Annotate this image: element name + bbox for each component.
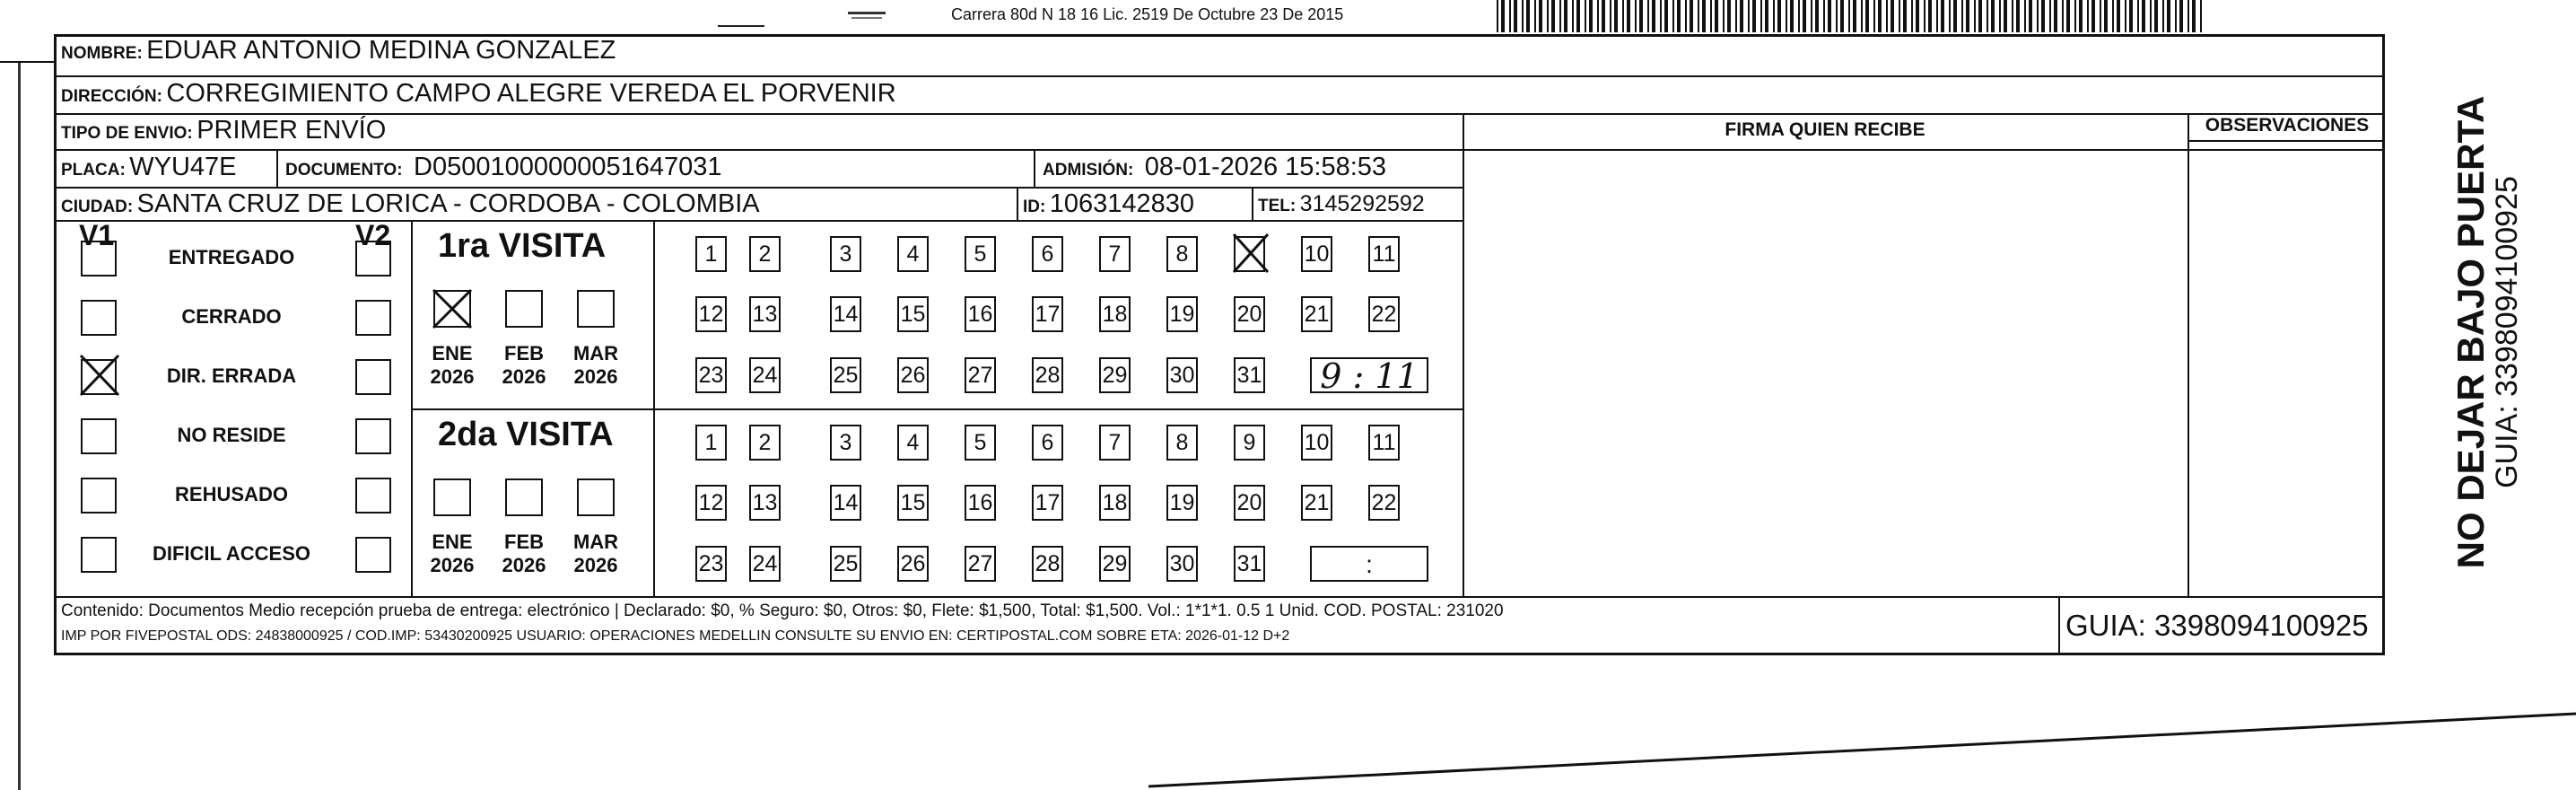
day-box[interactable]: 14 <box>830 485 861 521</box>
barcode-bar <box>1710 0 1712 32</box>
v2-header: V2 <box>355 219 391 251</box>
day-box[interactable]: 9 <box>1234 425 1265 461</box>
barcode-bar <box>2062 0 2064 32</box>
barcode-bar <box>1576 0 1580 32</box>
barcode-bar <box>1773 0 1775 32</box>
barcode-bar <box>1823 0 1825 32</box>
day-box[interactable]: 30 <box>1166 546 1198 582</box>
month-year: 2026 <box>573 554 618 576</box>
barcode-bar <box>1522 0 1524 32</box>
shipment-type: PRIMER ENVÍO <box>196 116 387 145</box>
barcode-bar <box>2129 0 2133 32</box>
barcode-bar <box>1861 0 1863 32</box>
barcode-bar <box>1559 0 1561 32</box>
day-box[interactable]: 16 <box>965 296 996 332</box>
day-box[interactable]: 17 <box>1032 296 1063 332</box>
barcode-bar <box>1936 0 1938 32</box>
barcode-bar <box>1534 0 1536 32</box>
month-checkbox[interactable] <box>433 478 471 516</box>
visit-title: 1ra VISITA <box>438 227 607 265</box>
barcode-bar <box>2041 0 2045 32</box>
month-name: MAR <box>572 342 619 364</box>
day-box[interactable]: 13 <box>749 485 781 521</box>
ciudad-field: CIUDAD: SANTA CRUZ DE LORICA - CORDOBA - COLOMBIA <box>61 189 760 218</box>
day-box[interactable]: 29 <box>1099 357 1131 393</box>
barcode-bar <box>1961 0 1963 32</box>
day-box[interactable]: 6 <box>1032 236 1063 272</box>
day-box[interactable]: 11 <box>1368 236 1400 272</box>
day-box[interactable]: 24 <box>749 357 781 393</box>
barcode-bar <box>1886 0 1888 32</box>
day-box[interactable]: 18 <box>1099 296 1131 332</box>
barcode-bar <box>1974 0 1976 32</box>
status-v2-checkbox[interactable] <box>355 537 391 573</box>
barcode-bar <box>2074 0 2076 32</box>
day-box[interactable]: 16 <box>965 485 996 521</box>
day-box[interactable]: 22 <box>1368 296 1400 332</box>
visit-time-box[interactable]: : <box>1310 546 1428 582</box>
barcode-bar <box>1589 0 1593 32</box>
v1-header: V1 <box>79 219 115 251</box>
barcode-bar <box>1702 0 1706 32</box>
day-box[interactable]: 24 <box>749 546 781 582</box>
tel-value: 3145292592 <box>1299 191 1425 216</box>
day-box[interactable]: 5 <box>965 236 996 272</box>
barcode-bar <box>1614 0 1618 32</box>
barcode-bar <box>1610 0 1611 32</box>
visit-title: 2da VISITA <box>438 416 614 453</box>
month-year: 2026 <box>573 365 618 388</box>
barcode-bar <box>1526 0 1530 32</box>
barcode-bar <box>1916 0 1919 32</box>
barcode-bar <box>1698 0 1699 32</box>
barcode-bar <box>1672 0 1674 32</box>
barcode-bar <box>1760 0 1762 32</box>
barcode-bar <box>1803 0 1806 32</box>
barcode-bar <box>1953 0 1957 32</box>
direccion-label: DIRECCIÓN: <box>61 87 162 106</box>
documento-value: D05001000000051647031 <box>414 153 722 181</box>
barcode-bar <box>1999 0 2001 32</box>
day-box[interactable]: 7 <box>1099 425 1131 461</box>
day-box[interactable]: 12 <box>695 296 727 332</box>
barcode-bar <box>2037 0 2039 32</box>
barcode-bar <box>1597 0 1599 32</box>
month-year: 2026 <box>502 554 546 576</box>
barcode-bar <box>1635 0 1637 32</box>
day-box[interactable]: 31 <box>1234 546 1265 582</box>
month-name: MAR <box>572 531 619 553</box>
day-box[interactable]: 10 <box>1301 236 1332 272</box>
barcode-bar <box>1853 0 1856 32</box>
day-box[interactable]: 22 <box>1368 485 1400 521</box>
barcode-bar <box>2117 0 2120 32</box>
month-year: 2026 <box>430 554 475 576</box>
barcode-bar <box>1622 0 1624 32</box>
day-box[interactable]: 25 <box>830 546 861 582</box>
imp-line: IMP POR FIVEPOSTAL ODS: 24838000925 / COD.IMP: 53430200925 USUARIO: OPERACIONES MEDELLIN CONSULTE SU ENVIO EN: CERTIPOSTAL.COM SOBRE ETA: 2026-01-12 D+2 <box>61 628 1290 644</box>
day-box[interactable]: 7 <box>1099 236 1131 272</box>
nombre-label: NOMBRE: <box>61 44 143 63</box>
day-box[interactable]: 6 <box>1032 425 1063 461</box>
day-cross-mark <box>1232 233 1270 274</box>
status-v1-checkbox[interactable] <box>81 418 117 454</box>
barcode-bar <box>2167 0 2170 32</box>
barcode-bar <box>2049 0 2051 32</box>
barcode-bar <box>2150 0 2152 32</box>
status-v2-checkbox[interactable] <box>355 241 391 276</box>
barcode-bar <box>1752 0 1756 32</box>
barcode-bar <box>1924 0 1925 32</box>
status-label: ENTREGADO <box>168 246 295 268</box>
barcode-bar <box>1836 0 1838 32</box>
barcode-bar <box>1664 0 1668 32</box>
status-v1-checkbox[interactable] <box>81 300 117 336</box>
barcode-bar <box>1777 0 1781 32</box>
status-v1-cross-mark <box>79 354 120 397</box>
barcode-bar <box>2079 0 2083 32</box>
barcode-bar <box>2179 0 2183 32</box>
side-guia-number: GUIA: 3398094100925 <box>2490 176 2524 488</box>
barcode-bar <box>2016 0 2020 32</box>
day-box[interactable]: 18 <box>1099 485 1131 521</box>
day-box[interactable]: 19 <box>1166 485 1198 521</box>
barcode-bar <box>2142 0 2145 32</box>
documento-field: DOCUMENTO: D05001000000051647031 <box>285 153 722 181</box>
month-cross-mark <box>432 288 473 329</box>
barcode-bar <box>1815 0 1819 32</box>
barcode-bar <box>1497 0 1498 32</box>
shipment-type-row <box>61 116 386 145</box>
month-name: ENE <box>432 531 473 553</box>
status-label: NO RESIDE <box>177 424 286 446</box>
top-logo-mark <box>848 9 886 22</box>
day-box[interactable]: 26 <box>897 357 929 393</box>
month-checkbox[interactable] <box>505 290 543 328</box>
day-box[interactable]: 8 <box>1166 425 1198 461</box>
day-box[interactable]: 14 <box>830 296 861 332</box>
barcode-bar <box>1685 0 1687 32</box>
barcode-bar <box>1514 0 1517 32</box>
barcode-bar <box>1828 0 1831 32</box>
barcode-bar <box>1865 0 1869 32</box>
day-box[interactable]: 26 <box>897 546 929 582</box>
id-value: 1063142830 <box>1049 189 1195 218</box>
barcode-bar <box>2154 0 2158 32</box>
day-box[interactable]: 17 <box>1032 485 1063 521</box>
barcode-bar <box>1811 0 1812 32</box>
barcode-bar <box>1572 0 1574 32</box>
day-box[interactable]: 8 <box>1166 236 1198 272</box>
day-box[interactable]: 23 <box>695 546 727 582</box>
barcode-bar <box>1899 0 1900 32</box>
day-box[interactable]: 2 <box>749 425 781 461</box>
recipient-address: CORREGIMIENTO CAMPO ALEGRE VEREDA EL PORVENIR <box>166 79 896 108</box>
month-name: ENE <box>432 342 473 364</box>
day-box[interactable]: 29 <box>1099 546 1131 582</box>
barcode-bar <box>1873 0 1875 32</box>
id-field: ID: 1063142830 <box>1023 189 1195 218</box>
no-dejar-bajo-puerta-label: NO DEJAR BAJO PUERTA <box>2449 95 2492 569</box>
barcode-bar <box>1735 0 1737 32</box>
barcode-bar <box>2187 0 2189 32</box>
barcode-bar <box>1748 0 1750 32</box>
status-v1-checkbox[interactable] <box>81 537 117 573</box>
day-box[interactable]: 11 <box>1368 425 1400 461</box>
top-dash <box>718 25 764 27</box>
month-checkbox[interactable] <box>505 478 543 516</box>
barcode-bar <box>1941 0 1944 32</box>
status-v1-checkbox[interactable] <box>81 478 117 514</box>
month-checkbox[interactable] <box>577 478 615 516</box>
barcode-bar <box>1878 0 1882 32</box>
month-year: 2026 <box>502 365 546 388</box>
day-box[interactable]: 19 <box>1166 296 1198 332</box>
day-box[interactable]: 21 <box>1301 296 1332 332</box>
barcode-bar <box>1978 0 1982 32</box>
barcode-bar <box>2100 0 2101 32</box>
barcode-bar <box>2192 0 2196 32</box>
barcode-bar <box>1585 0 1586 32</box>
barcode-bar <box>1891 0 1894 32</box>
barcode-bar <box>1928 0 1932 32</box>
status-v2-checkbox[interactable] <box>355 300 391 336</box>
barcode-bar <box>2137 0 2139 32</box>
tel-field: TEL: 3145292592 <box>1258 191 1425 216</box>
admision-value: 08-01-2026 15:58:53 <box>1144 153 1387 181</box>
barcode-bar <box>1903 0 1907 32</box>
status-v1-checkbox[interactable] <box>81 241 117 276</box>
barcode-bar <box>1740 0 1743 32</box>
barcode-bar <box>1715 0 1718 32</box>
status-label: REHUSADO <box>175 483 288 505</box>
barcode-bar <box>1987 0 1988 32</box>
barcode-bar <box>1564 0 1567 32</box>
day-box[interactable]: 20 <box>1234 485 1265 521</box>
day-box[interactable]: 27 <box>965 546 996 582</box>
tipo-envio-label: TIPO DE ENVIO: <box>61 124 193 143</box>
status-v2-checkbox[interactable] <box>355 478 391 514</box>
recipient-name-row <box>61 36 616 75</box>
day-box[interactable]: 13 <box>749 296 781 332</box>
barcode-bar <box>1723 0 1725 32</box>
admision-field: ADMISIÓN: 08-01-2026 15:58:53 <box>1043 153 1387 181</box>
visit-time-box[interactable]: 9 : 11 <box>1310 357 1428 393</box>
barcode-bar <box>1690 0 1693 32</box>
day-box[interactable]: 31 <box>1234 357 1265 393</box>
day-box[interactable]: 1 <box>695 236 727 272</box>
barcode-bar <box>1627 0 1630 32</box>
barcode-bar <box>2087 0 2089 32</box>
day-box[interactable]: 28 <box>1032 546 1063 582</box>
barcode-bar <box>1539 0 1542 32</box>
status-label: CERRADO <box>181 305 282 328</box>
barcode-bar <box>2004 0 2007 32</box>
month-name: FEB <box>504 342 544 364</box>
scan-edge-line <box>18 63 21 790</box>
day-box[interactable]: 28 <box>1032 357 1063 393</box>
day-box[interactable]: 1 <box>695 425 727 461</box>
observaciones-header: OBSERVACIONES <box>2205 115 2370 136</box>
barcode-bar <box>2175 0 2177 32</box>
barcode-bar <box>1991 0 1995 32</box>
barcode-bar <box>1647 0 1649 32</box>
barcode-bar <box>1848 0 1850 32</box>
day-box[interactable]: 15 <box>897 485 929 521</box>
barcode-bar <box>2125 0 2126 32</box>
day-box[interactable]: 3 <box>830 425 861 461</box>
status-v2-checkbox[interactable] <box>355 418 391 454</box>
barcode-bar <box>1501 0 1505 32</box>
barcode-bar <box>2012 0 2013 32</box>
barcode <box>1497 0 2205 32</box>
company-address: Carrera 80d N 18 16 Lic. 2519 De Octubre 23 De 2015 <box>951 5 1344 23</box>
day-box[interactable]: 4 <box>897 236 929 272</box>
barcode-bar <box>1660 0 1662 32</box>
contents-line: Contenido: Documentos Medio recepción prueba de entrega: electrónico | Declarado: $0, % Seguro: $0, Otros: $0, Flete: $1,500, Total: $1,500. Vol.: 1*1*1. 0.5 1 Unid. COD. POSTAL: 231020 <box>61 601 1504 620</box>
month-checkbox[interactable] <box>577 290 615 328</box>
barcode-bar <box>1790 0 1794 32</box>
ciudad-value: SANTA CRUZ DE LORICA - CORDOBA - COLOMBIA <box>136 189 760 218</box>
barcode-bar <box>2112 0 2114 32</box>
barcode-bar <box>2091 0 2095 32</box>
day-box[interactable]: 5 <box>965 425 996 461</box>
day-box[interactable]: 20 <box>1234 296 1265 332</box>
month-year: 2026 <box>430 365 475 388</box>
barcode-bar <box>1911 0 1913 32</box>
barcode-bar <box>2029 0 2032 32</box>
barcode-bar <box>1798 0 1800 32</box>
placa-field: PLACA: WYU47E <box>61 153 237 181</box>
barcode-bar <box>1547 0 1549 32</box>
barcode-bar <box>1840 0 1844 32</box>
barcode-bar <box>2162 0 2164 32</box>
placa-value: WYU47E <box>129 153 237 181</box>
barcode-bar <box>1677 0 1681 32</box>
barcode-bar <box>1765 0 1768 32</box>
recipient-name: EDUAR ANTONIO MEDINA GONZALEZ <box>146 36 616 65</box>
day-box[interactable]: 15 <box>897 296 929 332</box>
barcode-bar <box>1639 0 1643 32</box>
day-box[interactable]: 21 <box>1301 485 1332 521</box>
status-label: DIR. ERRADA <box>166 364 297 387</box>
day-box[interactable]: 30 <box>1166 357 1198 393</box>
status-label: DIFICIL ACCESO <box>152 542 310 565</box>
barcode-bar <box>1966 0 1969 32</box>
barcode-bar <box>2054 0 2057 32</box>
day-box[interactable]: 12 <box>695 485 727 521</box>
day-box[interactable]: 3 <box>830 236 861 272</box>
day-box[interactable]: 25 <box>830 357 861 393</box>
barcode-bar <box>1551 0 1555 32</box>
day-box[interactable]: 23 <box>695 357 727 393</box>
day-box[interactable]: 10 <box>1301 425 1332 461</box>
barcode-bar <box>1602 0 1605 32</box>
barcode-bar <box>2066 0 2070 32</box>
barcode-bar <box>1727 0 1731 32</box>
barcode-bar <box>2024 0 2026 32</box>
month-name: FEB <box>504 531 544 553</box>
barcode-bar <box>2104 0 2108 32</box>
day-box[interactable]: 27 <box>965 357 996 393</box>
barcode-bar <box>1786 0 1787 32</box>
barcode-bar <box>1949 0 1951 32</box>
status-v2-checkbox[interactable] <box>355 359 391 395</box>
barcode-bar <box>2200 0 2202 32</box>
firma-header: FIRMA QUIEN RECIBE <box>1725 119 1925 140</box>
guia-number: GUIA: 3398094100925 <box>2065 609 2369 642</box>
barcode-bar <box>1509 0 1511 32</box>
address-row <box>61 79 896 109</box>
barcode-bar <box>1652 0 1655 32</box>
scan-edge-tick <box>0 61 54 63</box>
day-box[interactable]: 2 <box>749 236 781 272</box>
day-box[interactable]: 4 <box>897 425 929 461</box>
